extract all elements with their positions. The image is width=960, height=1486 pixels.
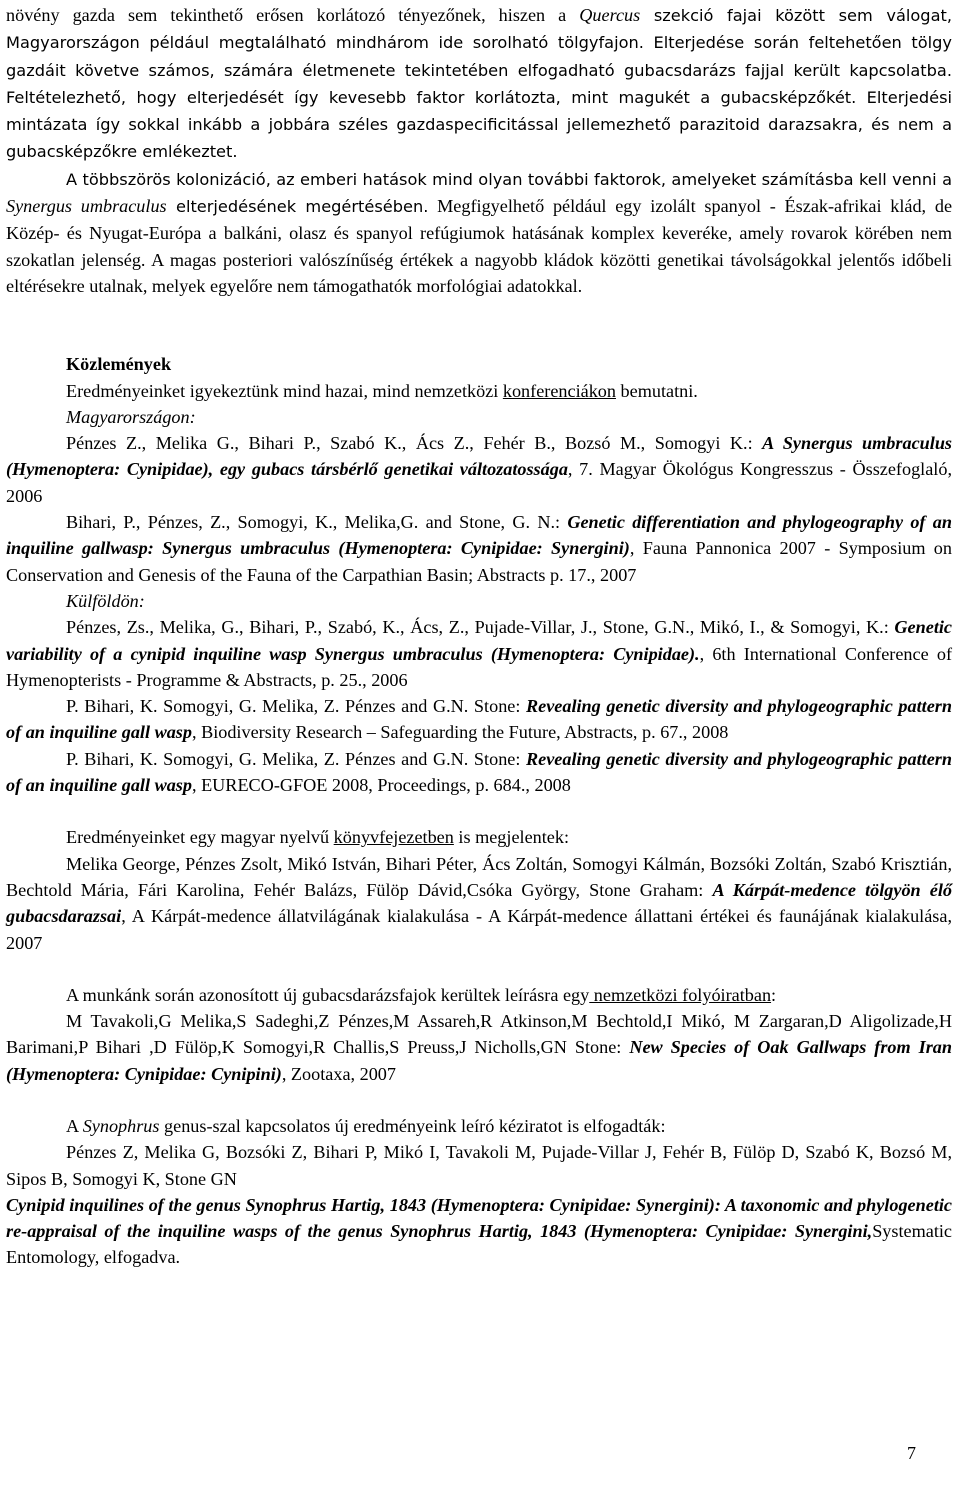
ref-authors: M Tavakoli,G Melika,S Sadeghi,Z Pénzes,M Assareh,R Atkinson,M Bechtold,I Mikó, M Zargaran,D Aligolizade,H Barimani,P Bihari ,D Fülöp,K Somogyi,R Challis,S Preuss,J Nicholls,GN Stone: xyxy=(6,1011,952,1058)
section-intro xyxy=(6,378,952,404)
manuscript-intro xyxy=(6,1113,952,1139)
ref-authors: Pénzes, Zs., Melika, G., Bihari, P., Szabó, K., Ács, Z., Pujade-Villar, J., Stone, G.N., Mikó, I., & Somogyi, K.: xyxy=(66,617,895,638)
ref-source: Systematic Entomology, elfogadva. xyxy=(6,1221,952,1268)
reference-2 xyxy=(6,509,952,588)
book-reference xyxy=(6,851,952,956)
underlined-term: nemzetközi folyóiratban xyxy=(589,984,772,1005)
underlined-term: konferenciákon xyxy=(502,380,616,401)
spacer xyxy=(6,798,952,824)
manuscript-authors: Pénzes Z, Melika G, Bozsóki Z, Bihari P, Mikó I, Tavakoli M, Pujade-Villar J, Fehér B, Fülöp D, Szabó K, Bozsó M, Sipos B, Somogyi K, Stone GN xyxy=(6,1142,952,1189)
ref-title: New Species of Oak Gallwaps from Iran (Hymenoptera: Cynipidae: Cynipini) xyxy=(6,1037,952,1084)
ref-source: , 6th International Conference of Hymenopterists - Programme & Abstracts, p. 25., 2006 xyxy=(6,643,953,690)
reference-1 xyxy=(6,430,952,509)
ref-authors: Melika George, Pénzes Zsolt, Mikó István, Bihari Péter, Ács Zoltán, Somogyi Kálmán, Bozsóki Zoltán, Szabó Krisztián, Bechtold Mária, Fári Karolina, Fehér Balázs, Fülöp Dávid,Csóka György, Stone Graham: xyxy=(6,853,952,900)
reference-4 xyxy=(6,693,952,746)
reference-5 xyxy=(6,746,952,799)
ref-authors: P. Bihari, K. Somogyi, G. Melika, Z. Pénzes and G.N. Stone: xyxy=(66,748,526,769)
ref-title: A Synergus umbraculus (Hymenoptera: Cynipidae), egy gubacs társbérlő genetikai változatossága xyxy=(6,433,953,480)
spacer xyxy=(6,1087,952,1113)
book-intro xyxy=(6,824,952,850)
ref-source: , Zootaxa, 2007 xyxy=(281,1063,396,1084)
text-span: A xyxy=(66,1115,83,1136)
ref-title: A Kárpát-medence tölgyön élő gubacsdarazsai xyxy=(6,879,952,927)
text-span: Megfigyelhető például egy izolált spanyol - Észak-afrikai klád, de Közép- és Nyugat-Európa a balkáni, olasz és spanyol refúgiumok hatásának komplex keveréke, amely rovarok körében nem szokatlan jelenség. A magas posteriori valószínűség értékek a nagyobb kládok közötti genetikai távolságokkal jelentős időbeli eltérésekre utalnak, melyek egyelőre nem támogathatók morfológiai adatokkal. xyxy=(6,196,953,296)
journal-intro xyxy=(6,982,952,1008)
section-heading: Közlemények xyxy=(66,354,172,375)
text-span: növény gazda sem tekinthető erősen korlátozó tényezőnek, hiszen a xyxy=(6,5,580,25)
text-span: : xyxy=(771,984,777,1005)
ref-title: Revealing genetic diversity and phylogeographic pattern of an inquiline gall wasp xyxy=(6,696,952,743)
spacer xyxy=(6,956,952,982)
text-span: genus-szal kapcsolatos új eredményeink leíró kéziratot is elfogadták: xyxy=(159,1115,666,1136)
text-span: Eredményeinket egy magyar nyelvű xyxy=(66,827,334,848)
text-span: szekció fajai között sem válogat, Magyarországon például megtalálható mindhárom ide sorolható tölgyfajon. Elterjedése során feltehetően tölgy gazdáit követve számos, számára életmenete tekintetében elfogadható gubacsdarázs fajjal került kapcsolatba. Feltételezhető, hogy elterjedését így kevesebb faktor korlátozta, mint magukét a gubacsképzőkét. Elterjedési mintázata így sokkal inkább a jobbára széles gazdaspecificitással jellemezhető parazitoid darazsakra, és nem a gubacsképzőkre emlékeztet. xyxy=(6,6,952,162)
reference-3 xyxy=(6,614,952,693)
ref-authors: Bihari, P., Pénzes, Z., Somogyi, K., Melika,G. and Stone, G. N.: xyxy=(66,512,568,533)
ref-title: Cynipid inquilines of the genus Synophrus Hartig, 1843 (Hymenoptera: Cynipidae: Synergini): A taxonomic and phylogenetic re-appraisal of the inquiline wasps of the genus Synophrus Hartig, 1843 (Hymenoptera: Cynipidae: Synergini, xyxy=(6,1194,952,1242)
ref-source: , A Kárpát-medence állatvilágának kialakulása - A Kárpát-medence állattani értékei és faunájának kialakulása, 2007 xyxy=(6,906,952,953)
underlined-term: könyvfejezetben xyxy=(333,827,454,848)
page-number: 7 xyxy=(907,1443,916,1463)
text-span: is megjelentek: xyxy=(453,827,570,848)
paragraph-continuation xyxy=(6,2,952,166)
manuscript-title xyxy=(6,1192,952,1271)
ref-title: Genetic variability of a cynipid inquiline wasp Synergus umbraculus (Hymenoptera: Cynipidae). xyxy=(6,617,952,664)
italic-genus: Quercus xyxy=(579,5,641,25)
domestic-label: Magyarországon: xyxy=(66,406,196,427)
italic-species: Synergus umbraculus xyxy=(6,196,167,217)
text-span: bemutatni. xyxy=(615,380,698,401)
ref-title: Genetic differentiation and phylogeography of an inquiline gallwasp: Synergus umbraculus (Hymenoptera: Cynipidae: Synergini) xyxy=(6,512,952,559)
ref-authors: Pénzes Z., Melika G., Bihari P., Szabó K., Ács Z., Fehér B., Bozsó M., Somogyi K.: xyxy=(66,433,763,454)
spacer xyxy=(6,299,952,351)
ref-source: , Biodiversity Research – Safeguarding the Future, Abstracts, p. 67., 2008 xyxy=(191,722,729,743)
text-span: A többszörös kolonizáció, az emberi hatások mind olyan további faktorok, amelyeket számításba kell venni a xyxy=(66,169,952,189)
ref-source: , Fauna Pannonica 2007 - Symposium on Conservation and Genesis of the Fauna of the Carpathian Basin; Abstracts p. 17., 2007 xyxy=(6,538,952,585)
text-span: elterjedésének megértésében. xyxy=(166,197,429,217)
text-span: Eredményeinket igyekeztünk mind hazai, mind nemzetközi xyxy=(66,380,503,401)
italic-genus: Synophrus xyxy=(82,1115,160,1136)
text-span: A munkánk során azonosított új gubacsdarázsfajok kerültek leírásra egy xyxy=(66,984,590,1005)
ref-source: , 7. Magyar Ökológus Kongresszus - Összefoglaló, 2006 xyxy=(6,459,952,506)
ref-source: , EURECO-GFOE 2008, Proceedings, p. 684., 2008 xyxy=(191,775,571,796)
ref-authors: P. Bihari, K. Somogyi, G. Melika, Z. Pénzes and G.N. Stone: xyxy=(66,696,526,717)
journal-reference xyxy=(6,1008,952,1087)
ref-title: Revealing genetic diversity and phylogeographic pattern of an inquiline gall wasp xyxy=(6,748,952,796)
paragraph-colonization xyxy=(6,166,952,299)
foreign-label: Külföldön: xyxy=(66,590,145,611)
